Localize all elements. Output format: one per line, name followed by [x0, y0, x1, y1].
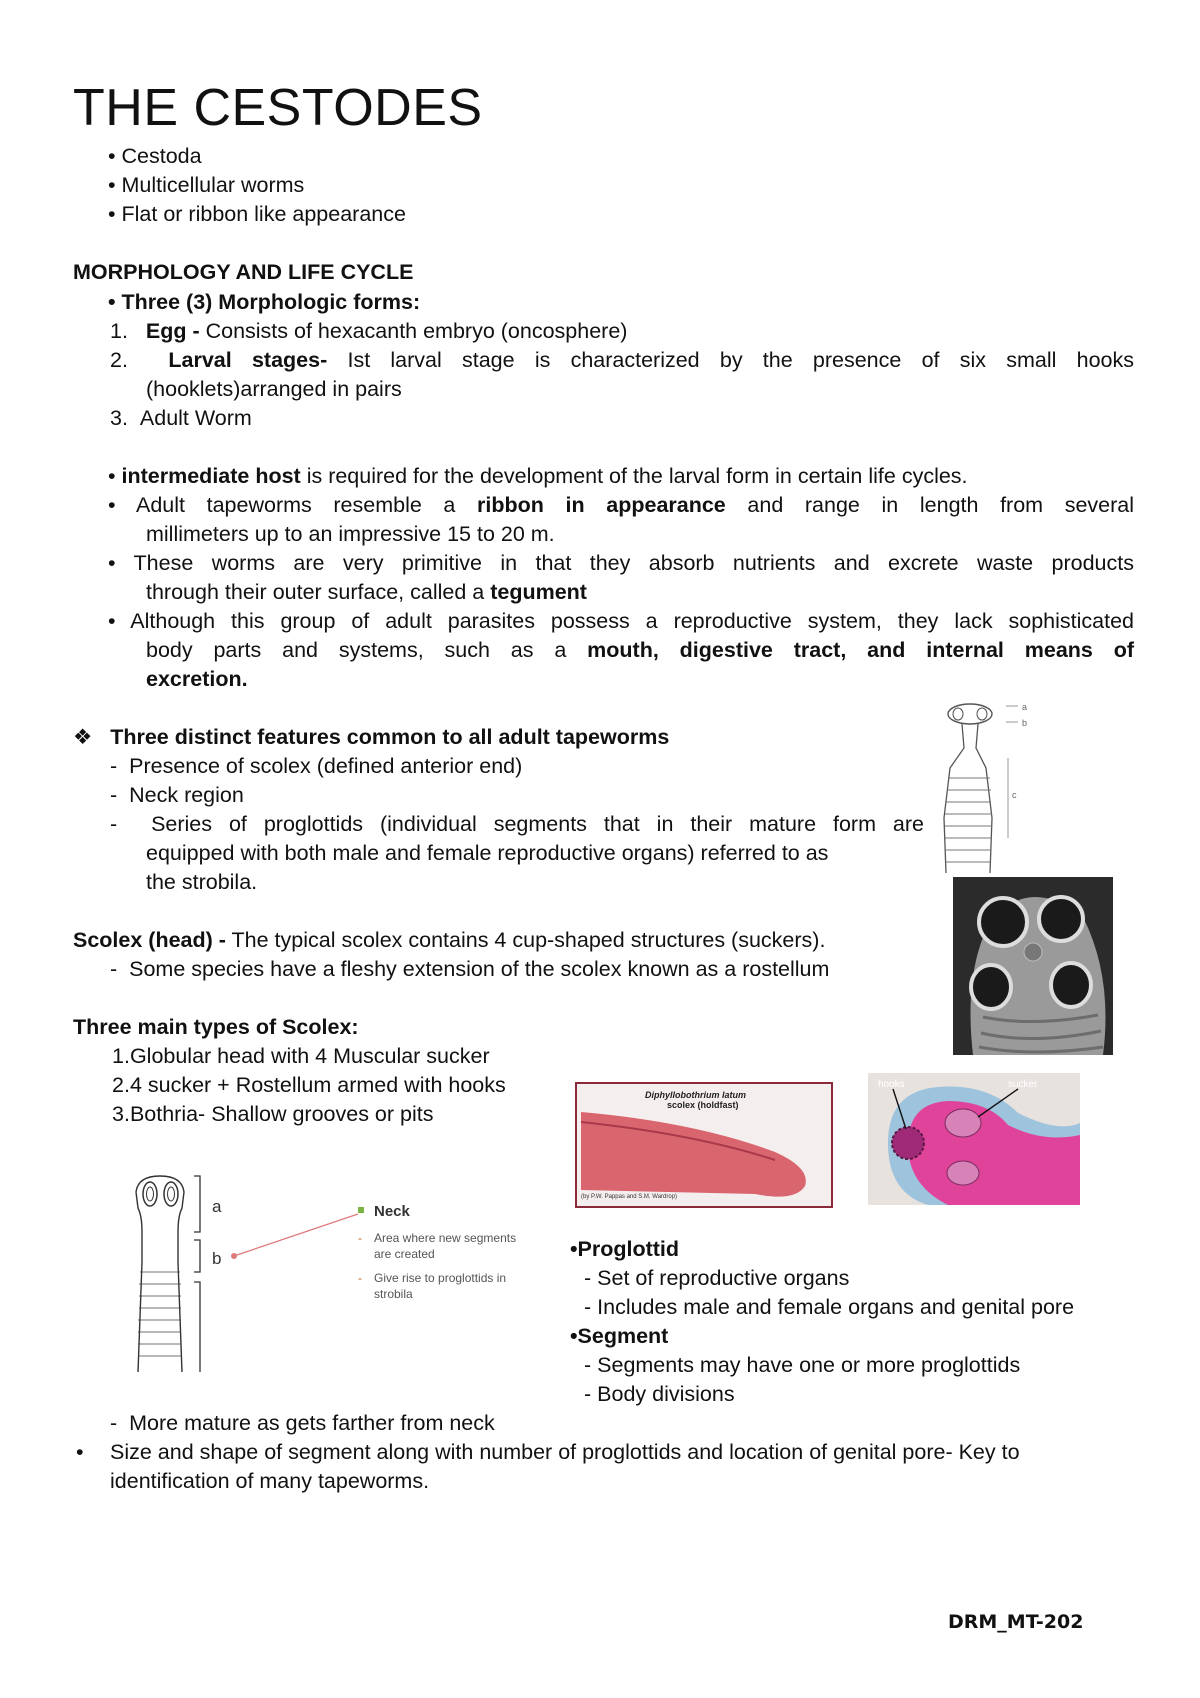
- fact-reproductive-cont2: excretion.: [146, 667, 248, 691]
- neck-legend-line-1b: are created: [374, 1247, 435, 1261]
- intro-item: • Cestoda: [108, 144, 202, 168]
- diphyllo-credit: (by P.W. Pappas and S.M. Wardrop): [581, 1194, 678, 1200]
- bullet-icon: •: [570, 1324, 578, 1348]
- bullet-icon: •: [108, 173, 116, 197]
- scolex-definition: Scolex (head) - The typical scolex contains 4 cup-shaped structures (suckers).: [73, 928, 826, 952]
- scolex-type-item: 2.4 sucker + Rostellum armed with hooks: [112, 1073, 506, 1097]
- feature-item: - Neck region: [110, 783, 244, 807]
- stained-scolex-figure: [868, 1073, 1080, 1205]
- form-item-egg: 1. Egg - Consists of hexacanth embryo (oncosphere): [110, 319, 628, 343]
- intro-item: • Multicellular worms: [108, 173, 305, 197]
- features-heading: ❖ Three distinct features common to all adult tapeworms: [73, 725, 670, 749]
- bullet-icon: •: [108, 551, 116, 575]
- footer-code: DRM_MT-202: [948, 1611, 1084, 1633]
- worm-label-a: a: [1022, 702, 1028, 712]
- segment-line: - Body divisions: [584, 1382, 735, 1406]
- neck-legend-line-2b: strobila: [374, 1287, 413, 1301]
- forms-label: • Three (3) Morphologic forms:: [108, 290, 421, 314]
- neck-label-a: a: [212, 1197, 222, 1216]
- diphyllobothrium-scolex-figure: [575, 1082, 833, 1208]
- worm-label-b: b: [1022, 718, 1028, 728]
- svg-text:-: -: [358, 1271, 362, 1285]
- neck-diagram: [128, 1172, 578, 1382]
- fact-ribbon: • Adult tapeworms resemble a ribbon in appearance and range in length from several: [108, 493, 1135, 517]
- label-hooks: hooks: [878, 1079, 905, 1090]
- neck-label-b: b: [212, 1249, 222, 1268]
- fact-reproductive-cont: body parts and systems, such as a mouth, digestive tract, and internal means of: [146, 638, 1135, 662]
- final-note-line-1: Size and shape of segment along with number of proglottids and location of genital pore- Key to: [110, 1440, 1020, 1464]
- form-item-larval-cont: (hooklets)arranged in pairs: [146, 377, 402, 401]
- proglottid-term: •Proglottid: [570, 1237, 680, 1261]
- fact-ribbon-cont: millimeters up to an impressive 15 to 20 m.: [146, 522, 555, 546]
- mature-note: - More mature as gets farther from neck: [110, 1411, 495, 1435]
- final-note-line-2: identification of many tapeworms.: [110, 1469, 430, 1493]
- diphyllo-title: Diphyllobothrium latum: [645, 1090, 746, 1100]
- scolex-type-item: 1.Globular head with 4 Muscular sucker: [112, 1044, 490, 1068]
- proglottid-line: - Includes male and female organs and genital pore: [584, 1295, 1075, 1319]
- page-title: THE CESTODES: [73, 79, 483, 137]
- bullet-icon: •: [108, 290, 116, 314]
- worm-label-c: c: [1012, 790, 1017, 800]
- neck-legend-title: Neck: [374, 1203, 410, 1220]
- bullet-icon: •: [108, 493, 116, 517]
- diphyllo-subtitle: scolex (holdfast): [667, 1100, 739, 1110]
- bullet-icon: •: [108, 464, 116, 488]
- scolex-note: - Some species have a fleshy extension of the scolex known as a rostellum: [110, 957, 830, 981]
- diamond-bullet-icon: ❖: [73, 725, 93, 749]
- section-heading-morphology: MORPHOLOGY AND LIFE CYCLE: [73, 260, 414, 284]
- svg-text:-: -: [358, 1231, 362, 1245]
- tapeworm-outline-figure: [940, 698, 1070, 878]
- label-sucker: sucker: [1008, 1079, 1038, 1090]
- neck-legend-line-1: Area where new segments: [374, 1231, 517, 1245]
- form-item-adult: 3. Adult Worm: [110, 406, 252, 430]
- scolex-type-item: 3.Bothria- Shallow grooves or pits: [112, 1102, 434, 1126]
- neck-legend-line-2: Give rise to proglottids in: [374, 1271, 507, 1285]
- proglottid-line: - Set of reproductive organs: [584, 1266, 850, 1290]
- form-item-larval: 2. Larval stages- Ist larval stage is characterized by the presence of six small hooks: [110, 348, 1134, 372]
- feature-item: - Series of proglottids (individual segments that in their mature form are: [110, 812, 925, 836]
- bullet-icon: •: [108, 144, 116, 168]
- fact-intermediate-host: • intermediate host is required for the development of the larval form in certain life cycles.: [108, 464, 968, 488]
- scolex-micrograph: [953, 877, 1113, 1055]
- feature-item-cont: the strobila.: [146, 870, 258, 894]
- segment-term: •Segment: [570, 1324, 669, 1348]
- scolex-types-heading: Three main types of Scolex:: [73, 1015, 359, 1039]
- bullet-icon: •: [108, 202, 116, 226]
- final-bullet-icon: •: [76, 1440, 84, 1464]
- fact-primitive: • These worms are very primitive in that they absorb nutrients and excrete waste products: [108, 551, 1134, 575]
- intro-item: • Flat or ribbon like appearance: [108, 202, 406, 226]
- segment-line: - Segments may have one or more proglottids: [584, 1353, 1021, 1377]
- feature-item-cont: equipped with both male and female reproductive organs) referred to as: [146, 841, 829, 865]
- bullet-icon: •: [570, 1237, 578, 1261]
- bullet-icon: •: [108, 609, 116, 633]
- fact-reproductive: • Although this group of adult parasites possess a reproductive system, they lack sophisticated: [108, 609, 1134, 633]
- feature-item: - Presence of scolex (defined anterior end): [110, 754, 523, 778]
- fact-primitive-cont: through their outer surface, called a tegument: [146, 580, 587, 604]
